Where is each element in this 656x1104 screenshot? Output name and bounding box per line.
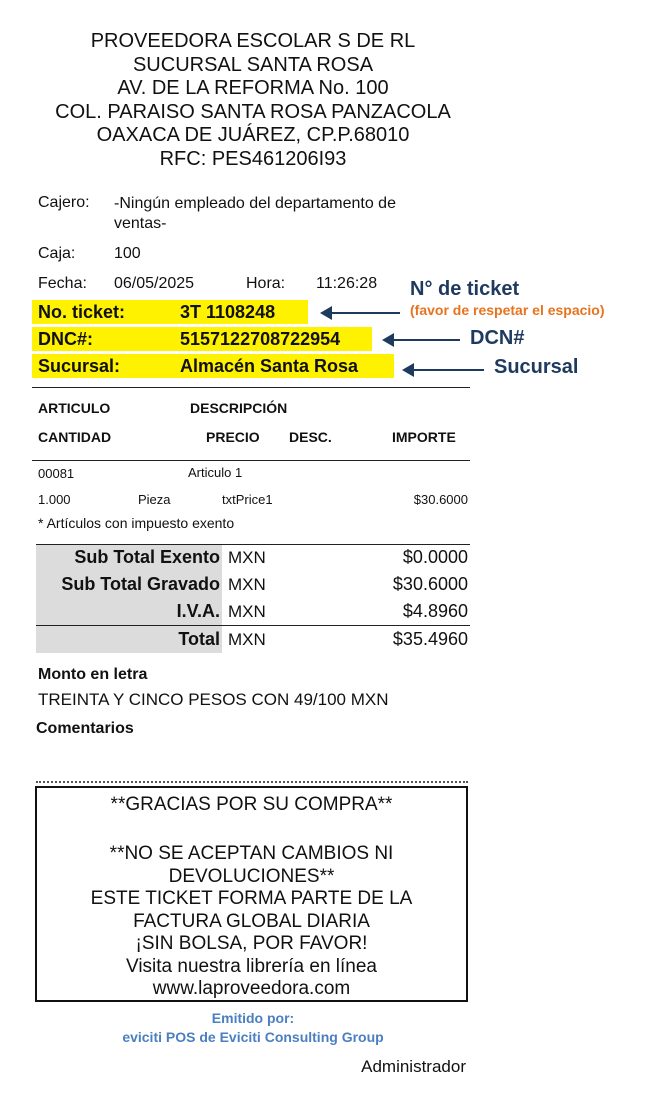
fecha-value: 06/05/2025 [114,275,195,292]
col-desc: DESC. [289,429,332,445]
header-line: SUCURSAL SANTA ROSA [132,53,374,76]
box-line: FACTURA GLOBAL DIARIA [133,910,370,932]
hora-label: Hora: [246,275,286,292]
dnc-highlight [32,327,372,351]
monto-label: Monto en letra [38,666,148,683]
header-line: PROVEEDORA ESCOLAR S DE RL [90,30,416,52]
cajero-label: Cajero: [38,194,90,211]
dcn-arrow-icon [384,339,460,341]
item-description: Articulo 1 [188,465,243,480]
dotted-divider [36,781,468,783]
subtotal-gravado-currency: MXN [228,575,266,594]
cajero-value-line: ventas- [114,215,167,232]
item-code: 00081 [38,466,75,481]
dcn-annotation: DCN# [470,327,525,349]
col-precio: PRECIO [206,429,260,445]
header-line: AV. DE LA REFORMA No. 100 [117,77,389,99]
ticket-arrow-icon [322,312,400,314]
caja-value: 100 [114,245,141,262]
store-header [0,30,506,171]
iva-value: $4.8960 [402,601,468,621]
comentarios-label: Comentarios [36,720,134,737]
ticket-label: No. ticket: [38,302,126,322]
col-cantidad: CANTIDAD [38,429,112,445]
ticket-annotation: N° de ticket [410,278,520,300]
box-line: ESTE TICKET FORMA PARTE DE LA [90,888,413,909]
sucursal-arrow-icon [404,369,484,371]
sucursal-highlight [32,354,394,378]
box-line: DEVOLUCIONES** [168,865,335,887]
dnc-label: DNC#: [38,329,94,349]
item-amount: $30.6000 [413,492,468,507]
total-currency: MXN [228,630,266,649]
box-line: **GRACIAS POR SU COMPRA** [110,794,393,815]
cajero-value-line: -Ningún empleado del departamento de [114,195,396,212]
subtotal-exento-currency: MXN [228,548,266,567]
sucursal-annotation: Sucursal [494,356,579,378]
website-link[interactable]: www.laproveedora.com [152,978,351,999]
fecha-label: Fecha: [38,275,87,292]
header-line: RFC: PES461206I93 [159,147,347,170]
sucursal-value: Almacén Santa Rosa [180,356,359,376]
box-line: Visita nuestra librería en línea [125,955,378,977]
subtotal-gravado-value: $30.6000 [392,574,468,594]
footer-user: Administrador [361,1057,466,1076]
monto-value: TREINTA Y CINCO PESOS CON 49/100 MXN [38,690,389,709]
total-value: $35.4960 [392,629,468,649]
col-importe: IMPORTE [392,429,456,445]
col-articulo: ARTICULO [38,400,111,416]
header-line: COL. PARAISO SANTA ROSA PANZACOLA [55,100,451,123]
divider [32,460,470,461]
emitido-company: eviciti POS de Eviciti Consulting Group [122,1029,384,1045]
cajero-value [114,194,396,234]
item-price: txtPrice1 [222,492,273,507]
box-line [37,817,466,840]
emitido-label: Emitido por: [211,1010,295,1026]
ticket-subannotation: (favor de respetar el espacio) [410,302,605,318]
iva-currency: MXN [228,602,266,621]
caja-label: Caja: [38,245,76,262]
total-label: Total [178,629,220,649]
dnc-value: 5157122708722954 [180,329,341,349]
thank-you-box [35,786,468,1002]
subtotal-exento-label: Sub Total Exento [74,547,220,567]
header-line: OAXACA DE JUÁREZ, CP.P.68010 [96,124,410,146]
subtotal-exento-value: $0.0000 [402,547,468,567]
item-quantity: 1.000 [38,492,71,507]
col-descripcion: DESCRIPCIÓN [190,400,288,416]
tax-footnote: * Artículos con impuesto exento [38,515,235,531]
ticket-value: 3T 1108248 [180,302,276,322]
hora-value: 11:26:28 [316,275,378,292]
divider [32,387,470,388]
sucursal-label: Sucursal: [38,356,121,376]
item-unit: Pieza [138,492,171,507]
subtotal-gravado-label: Sub Total Gravado [61,574,220,594]
iva-label: I.V.A. [176,601,220,621]
ticket-highlight [32,300,308,324]
box-line: **NO SE ACEPTAN CAMBIOS NI [109,843,394,864]
box-line: ¡SIN BOLSA, POR FAVOR! [135,933,368,954]
